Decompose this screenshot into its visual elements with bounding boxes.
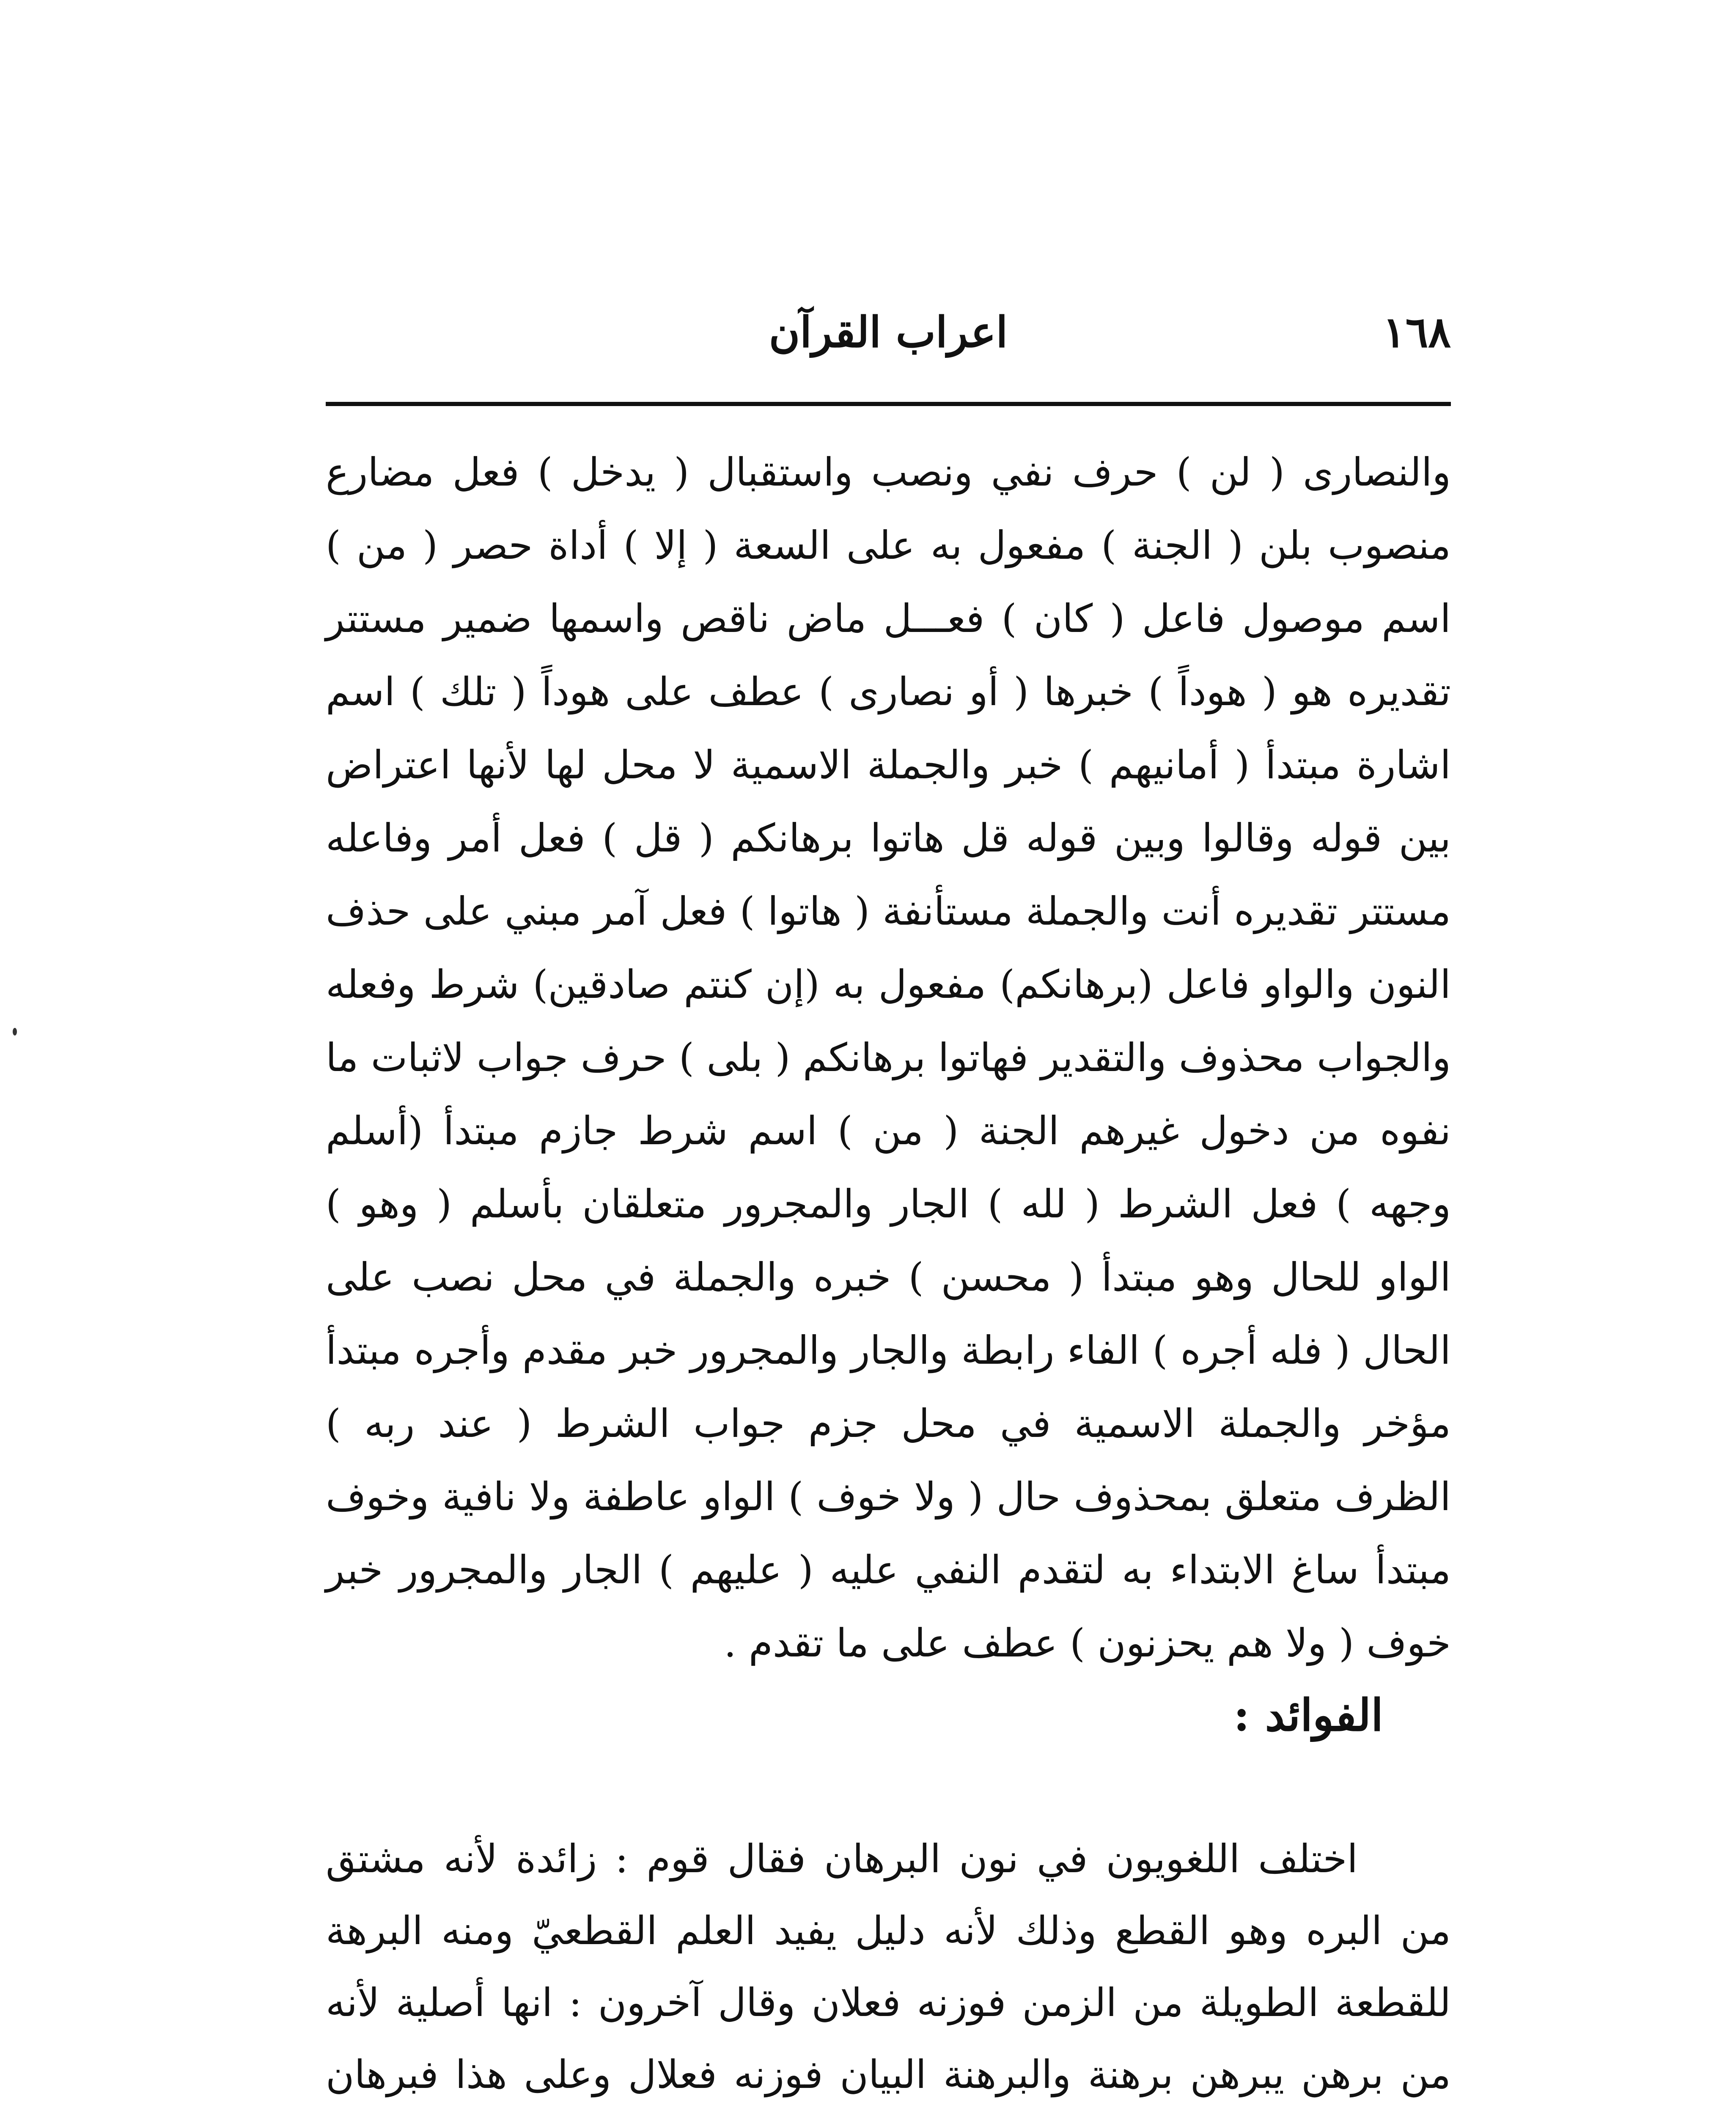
body-paragraph: والنصارى ( لن ) حرف نفي ونصب واستقبال ( يدخل ) فعل مضارع منصوب بلن ( الجنة ) مفعول به على السعة ( إلا ) أداة حصر ( من ) اسم موصول فاعل ( كان ) فعـــل ماض ناقص واسمها ضمير مستتر تقديره هو ( هوداً ) خبرها ( أو نصارى ) عطف على هوداً ( تلك ) اسم اشارة مبتدأ ( أمانيهم ) خبر والجملة الاسمية لا محل لها لأنها اعتراض بين قوله وقالوا وبين قوله قل هاتوا برهانكم ( قل ) فعل أمر وفاعله مستتر تقديره أنت والجملة مستأنفة ( هاتوا ) فعل آمر مبني على حذف النون والواو فاعل (برهانكم) مفعول به (إن كنتم صادقين) شرط وفعله والجواب محذوف والتقدير فهاتوا برهانكم ( بلى ) حرف جواب لاثبات ما نفوه من دخول غيرهم الجنة ( من ) اسم شرط جازم مبتدأ (أسلم وجهه ) فعل الشرط ( لله ) الجار والمجرور متعلقان بأسلم ( وهو ) الواو للحال وهو مبتدأ ( محسن ) خبره والجملة في محل نصب على الحال ( فله أجره ) الفاء رابطة والجار والمجرور خبر مقدم وأجره مبتدأ مؤخر والجملة الاسمية في محل جزم جواب الشرط ( عند ربه ) الظرف متعلق بمحذوف حال ( ولا خوف ) الواو عاطفة ولا نافية وخوف مبتدأ ساغ الابتداء به لتقدم النفي عليه ( عليهم ) الجار والمجرور خبر خوف ( ولا هم يحزنون ) عطف على ما تقدم . — [326, 450, 1451, 1666]
running-title: اعراب القرآن — [769, 307, 1008, 357]
benefits-paragraph: اختلف اللغويون في نون البرهان فقال قوم : زائدة لأنه مشتق من البره وهو القطع وذلك لأنه دليل يفيد العلم القطعيّ ومنه البرهة للقطعة الطويلة من الزمن فوزنه فعلان وقال آخرون : انها أصلية لأنه من برهن يبرهن برهنة والبرهنة البيان فوزنه فعلال وعلى هذا فبرهان — [326, 1836, 1451, 2097]
header-divider — [326, 402, 1451, 406]
page-header — [326, 296, 1451, 368]
page-number: ١٦٨ — [1382, 307, 1451, 357]
scan-speck — [13, 1028, 17, 1036]
benefits-heading: الفوائد : — [1233, 1689, 1383, 1741]
